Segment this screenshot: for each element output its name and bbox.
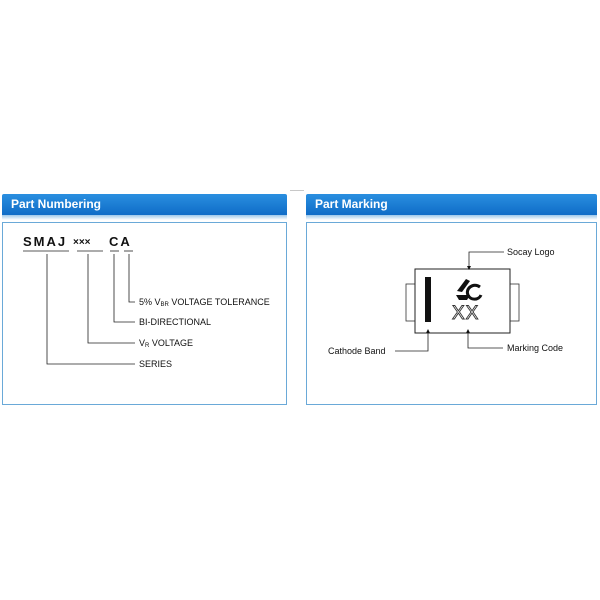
leader-vr-voltage bbox=[88, 254, 135, 343]
part-marking-panel bbox=[306, 194, 597, 405]
label-marking-code: Marking Code bbox=[507, 343, 564, 353]
header-divider bbox=[290, 190, 304, 191]
leader-bidirectional bbox=[114, 254, 135, 322]
part-numbering-body bbox=[2, 222, 287, 405]
label-logo: Socay Logo bbox=[507, 247, 555, 257]
code-prefix: SMAJ bbox=[23, 234, 68, 249]
header-shadow bbox=[2, 215, 287, 220]
header-shadow bbox=[306, 215, 597, 220]
code-suffix: CA bbox=[109, 234, 132, 249]
leader-marking-code bbox=[468, 331, 503, 348]
part-marking-body bbox=[306, 222, 597, 405]
leader-logo bbox=[469, 252, 504, 268]
label-cathode: Cathode Band bbox=[328, 346, 386, 356]
part-numbering-panel bbox=[2, 194, 287, 405]
leader-tolerance bbox=[129, 254, 135, 302]
part-numbering-diagram bbox=[3, 223, 286, 404]
label-bidirectional: BI-DIRECTIONAL bbox=[139, 317, 212, 327]
marking-code-text: XX bbox=[452, 303, 480, 324]
part-marking-diagram bbox=[307, 223, 596, 404]
label-tolerance: 5% VBR VOLTAGE TOLERANCE bbox=[139, 297, 270, 308]
leader-cathode bbox=[395, 331, 428, 351]
part-marking-title: Part Marking bbox=[306, 194, 597, 215]
label-series: SERIES bbox=[139, 359, 173, 369]
label-vr-voltage: VR VOLTAGE bbox=[139, 338, 194, 349]
leader-series bbox=[47, 254, 135, 364]
part-numbering-title: Part Numbering bbox=[2, 194, 287, 215]
code-placeholder: ××× bbox=[73, 237, 91, 248]
cathode-band bbox=[425, 277, 431, 322]
